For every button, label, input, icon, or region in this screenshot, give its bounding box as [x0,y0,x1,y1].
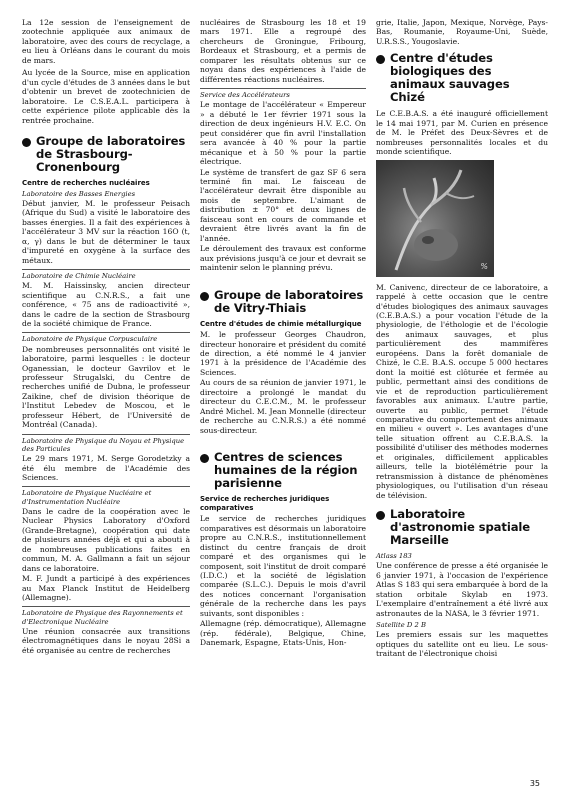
bullet-dot-icon [376,511,385,520]
section-heading-chize [376,52,548,104]
lab-heading: Satellite D 2 B [376,620,426,629]
bullet-dot-icon [22,138,31,147]
section-title: Groupe de laboratoires de Strasbourg-Cronenbourg [36,133,186,174]
paragraph: Au lycée de la Source, mise en application d'un cycle d'études de 3 années dans le but d'obtenir un brevet de zootechnicien de laboratoire. Le C.S.E.A.L. participera à cette expérience pilote applicable dès la rentrée prochaine. [22,68,190,125]
lab-heading: Laboratoire de Physique du Noyau et Physique des Particules [22,434,190,453]
column-2 [200,18,366,651]
column-3 [376,18,548,662]
section-heading-vitry [200,289,366,315]
paragraph: Début janvier, M. le professeur Peisach (Afrique du Sud) a visité le laboratoire des basses énergies. Il a fait des expériences à l'accélérateur 3 MV sur la réaction 16O (t, α, γ) dans le but de déterminer le taux d'impureté en oxygène à la surface des métaux. [22,198,190,265]
paragraph: La 12e session de l'enseignement de zootechnie appliquée aux animaux de laboratoire, avec des cours de recyclage, a eu lieu à Orléans dans le courant du mois de mars. [22,18,190,65]
page-number: 35 [529,779,540,788]
deer-photo [376,160,494,277]
photo-signature: % [480,261,488,271]
paragraph: Les premiers essais sur les maquettes optiques du satellite ont eu lieu. Le sous-traitant de l'électronique choisi [376,630,548,659]
paragraph: M. M. Haissinsky, ancien directeur scientifique au C.N.R.S., a fait une conférence, « 75 ans de radioactivité », dans le cadre de la section de Strasbourg de la société chimique de France. [22,281,190,328]
section-heading-marseille [376,508,548,547]
paragraph: Le montage de l'accélérateur « Empereur » a débuté le 1er février 1971 sous la direction de deux ingénieurs H.V. E.C. On peut considérer que fin avril l'installation sera avancée à 40 % pour la partie mécanique et à 50 % pour la partie électrique. [200,100,366,167]
paragraph: Une réunion consacrée aux transitions électromagnétiques dans le noyau 28Si a été organisée au centre de recherches [22,626,190,655]
paragraph: M. F. Jundt a participé à des expériences au Max Planck Institut de Heidelberg (Allemagne). [22,574,190,602]
paragraph: Le 29 mars 1971, M. Serge Gorodetzky a été élu membre de l'Académie des Sciences. [22,454,190,483]
paragraph: De nombreuses personnalités ont visité le laboratoire, parmi lesquelles : le docteur Oganessian, le docteur Gavrilov et le professeur Strugalski, du Centre de recherches unifié de Dubna, le professeur Zaikine, chef de division théorique de l'Institut Lebedev de Moscou, et le professeur Hébert, de l'Université de Montréal (Canada). [22,344,190,430]
lab-heading: Laboratoire de Physique Corpusculaire [22,332,190,343]
paragraph: Dans le cadre de la coopération avec le Nuclear Physics Laboratory d'Oxford (Grande-Bretagne), coopération qui date de plusieurs années déjà et qui a abouti à de nombreuses publications faites en commun, M. A. Gallmann a fait un séjour dans ce laboratoire. [22,506,190,573]
paragraph: Au cours de sa réunion de janvier 1971, le directoire a prolongé le mandat du directeur du C.E.C.M., M. le professeur André Michel. M. Jean Monnelle (directeur de recherche au C.N.R.S.) a été nommé sous-directeur. [200,378,366,435]
paragraph: M. Canivenc, directeur de ce laboratoire, a rappelé à cette occasion que le centre d'études biologiques des animaux sauvages (C.E.B.A.S.) a pour vocation l'étude de la physiologie, de l'éthologie et de l'écologie des animaux sauvages, et plus particulièrement des mammifères européens. Dans la forêt domaniale de Chizé, le C.E. B.A.S. occupe 5 000 hectares dont la moitié est clôturée et fermée au public, permettant ainsi des conditions de vie et de reproduction particulièrement favorables aux animaux. L'autre partie, ouverte au public, permet l'étude comparative du comportement des animaux en milieu « ouvert ». Les avantages d'une telle situation offrent au C.E.B.A.S. la possibilité d'utiliser des méthodes modernes et originales, difficilement applicables ailleurs, telle la biotélémétrie pour la retransmission à distance de phénomènes physiologiques, ou l'utilisation d'un réseau de télévision. [376,282,548,500]
section-title: Centre d'études biologiques des animaux sauvages Chizé [390,51,510,105]
bullet-dot-icon [200,454,209,463]
section-heading-paris [200,451,366,490]
lab-heading: Service des Accélérateurs [200,88,366,99]
section-heading-strasbourg [22,135,190,174]
section-subhead: Centre de recherches nucléaires [22,178,150,187]
paragraph: M. le professeur Georges Chaudron, directeur honoraire et président du comité de direction, a été nommé le 4 janvier 1971 à la présidence de l'Académie des Sciences. [200,330,366,377]
paragraph: grie, Italie, Japon, Mexique, Norvège, Pays-Bas, Roumanie, Royaume-Uni, Suède, U.R.S.S., Yougoslavie. [376,18,548,46]
lab-heading: Laboratoire de Physique des Rayonnements et d'Electronique Nucléaire [22,606,190,625]
section-title: Centres de sciences humaines de la région parisienne [214,450,358,491]
paragraph: Le système de transfert de gaz SF 6 sera terminé fin mai. Le faisceau de l'accélérateur devrait être disponible au mois de septembre. L'aimant de distribution ± 70° et deux lignes de faisceau sont en cours de commande et devraient être livrés avant la fin de l'année. [200,167,366,243]
bullet-dot-icon [376,55,385,64]
paragraph: Le déroulement des travaux est conforme aux prévisions jusqu'à ce jour et devrait se maintenir selon le planning prévu. [200,244,366,273]
paragraph: nucléaires de Strasbourg les 18 et 19 mars 1971. Elle a regroupé des chercheurs de Groningue, Fribourg, Bordeaux et Strasbourg, et a permis de comparer les résultats obtenus sur ce noyau dans des expériences à l'aide de différentes réactions nucléaires. [200,18,366,84]
bullet-dot-icon [200,292,209,301]
lab-heading: Laboratoire de Physique Nucléaire et d'Instrumentation Nucléaire [22,486,190,505]
lab-heading: Atlass 183 [376,552,412,561]
paragraph: Allemagne (rép. démocratique), Allemagne (rép. fédérale), Belgique, Chine, Danemark, Espagne, Etats-Unis, Hon- [200,619,366,648]
section-subhead: Service de recherches juridiques comparatives [200,495,330,512]
paragraph: Le C.E.B.A.S. a été inauguré officiellement le 14 mai 1971, par M. Curien en présence de M. le Préfet des Deux-Sèvres et de nombreuses personnalités locales et du monde scientifique. [376,109,548,157]
paragraph: Une conférence de presse a été organisée le 6 janvier 1971, à l'occasion de l'expérience Atlas S 183 qui sera embarquée à bord de la station orbitale Skylab en 1973. L'exemplaire d'entraînement a été livré aux astronautes de la NASA, le 3 février 1971. [376,561,548,618]
column-1 [22,18,190,658]
section-subhead: Centre d'études de chimie métallurgique [200,319,362,328]
deer-antlers-illustration [376,160,494,277]
paragraph: Le service de recherches juridiques comparatives est désormais un laboratoire propre au C.N.R.S., institutionnellement distinct du centre français de droit comparé et des organismes qui le composent, soit l'institut de droit comparé (I.D.C.) et la société de législation comparée (S.L.C.). Depuis le mois d'avril des notices concernant l'organisation générale de la recherche dans les pays suivants, sont disponibles : [200,514,366,618]
section-title: Groupe de laboratoires de Vitry-Thiais [214,287,364,315]
lab-heading: Laboratoire de Chimie Nucléaire [22,269,190,280]
lab-heading: Laboratoire des Basses Energies [22,189,136,198]
section-title: Laboratoire d'astronomie spatiale Marseille [390,507,531,548]
